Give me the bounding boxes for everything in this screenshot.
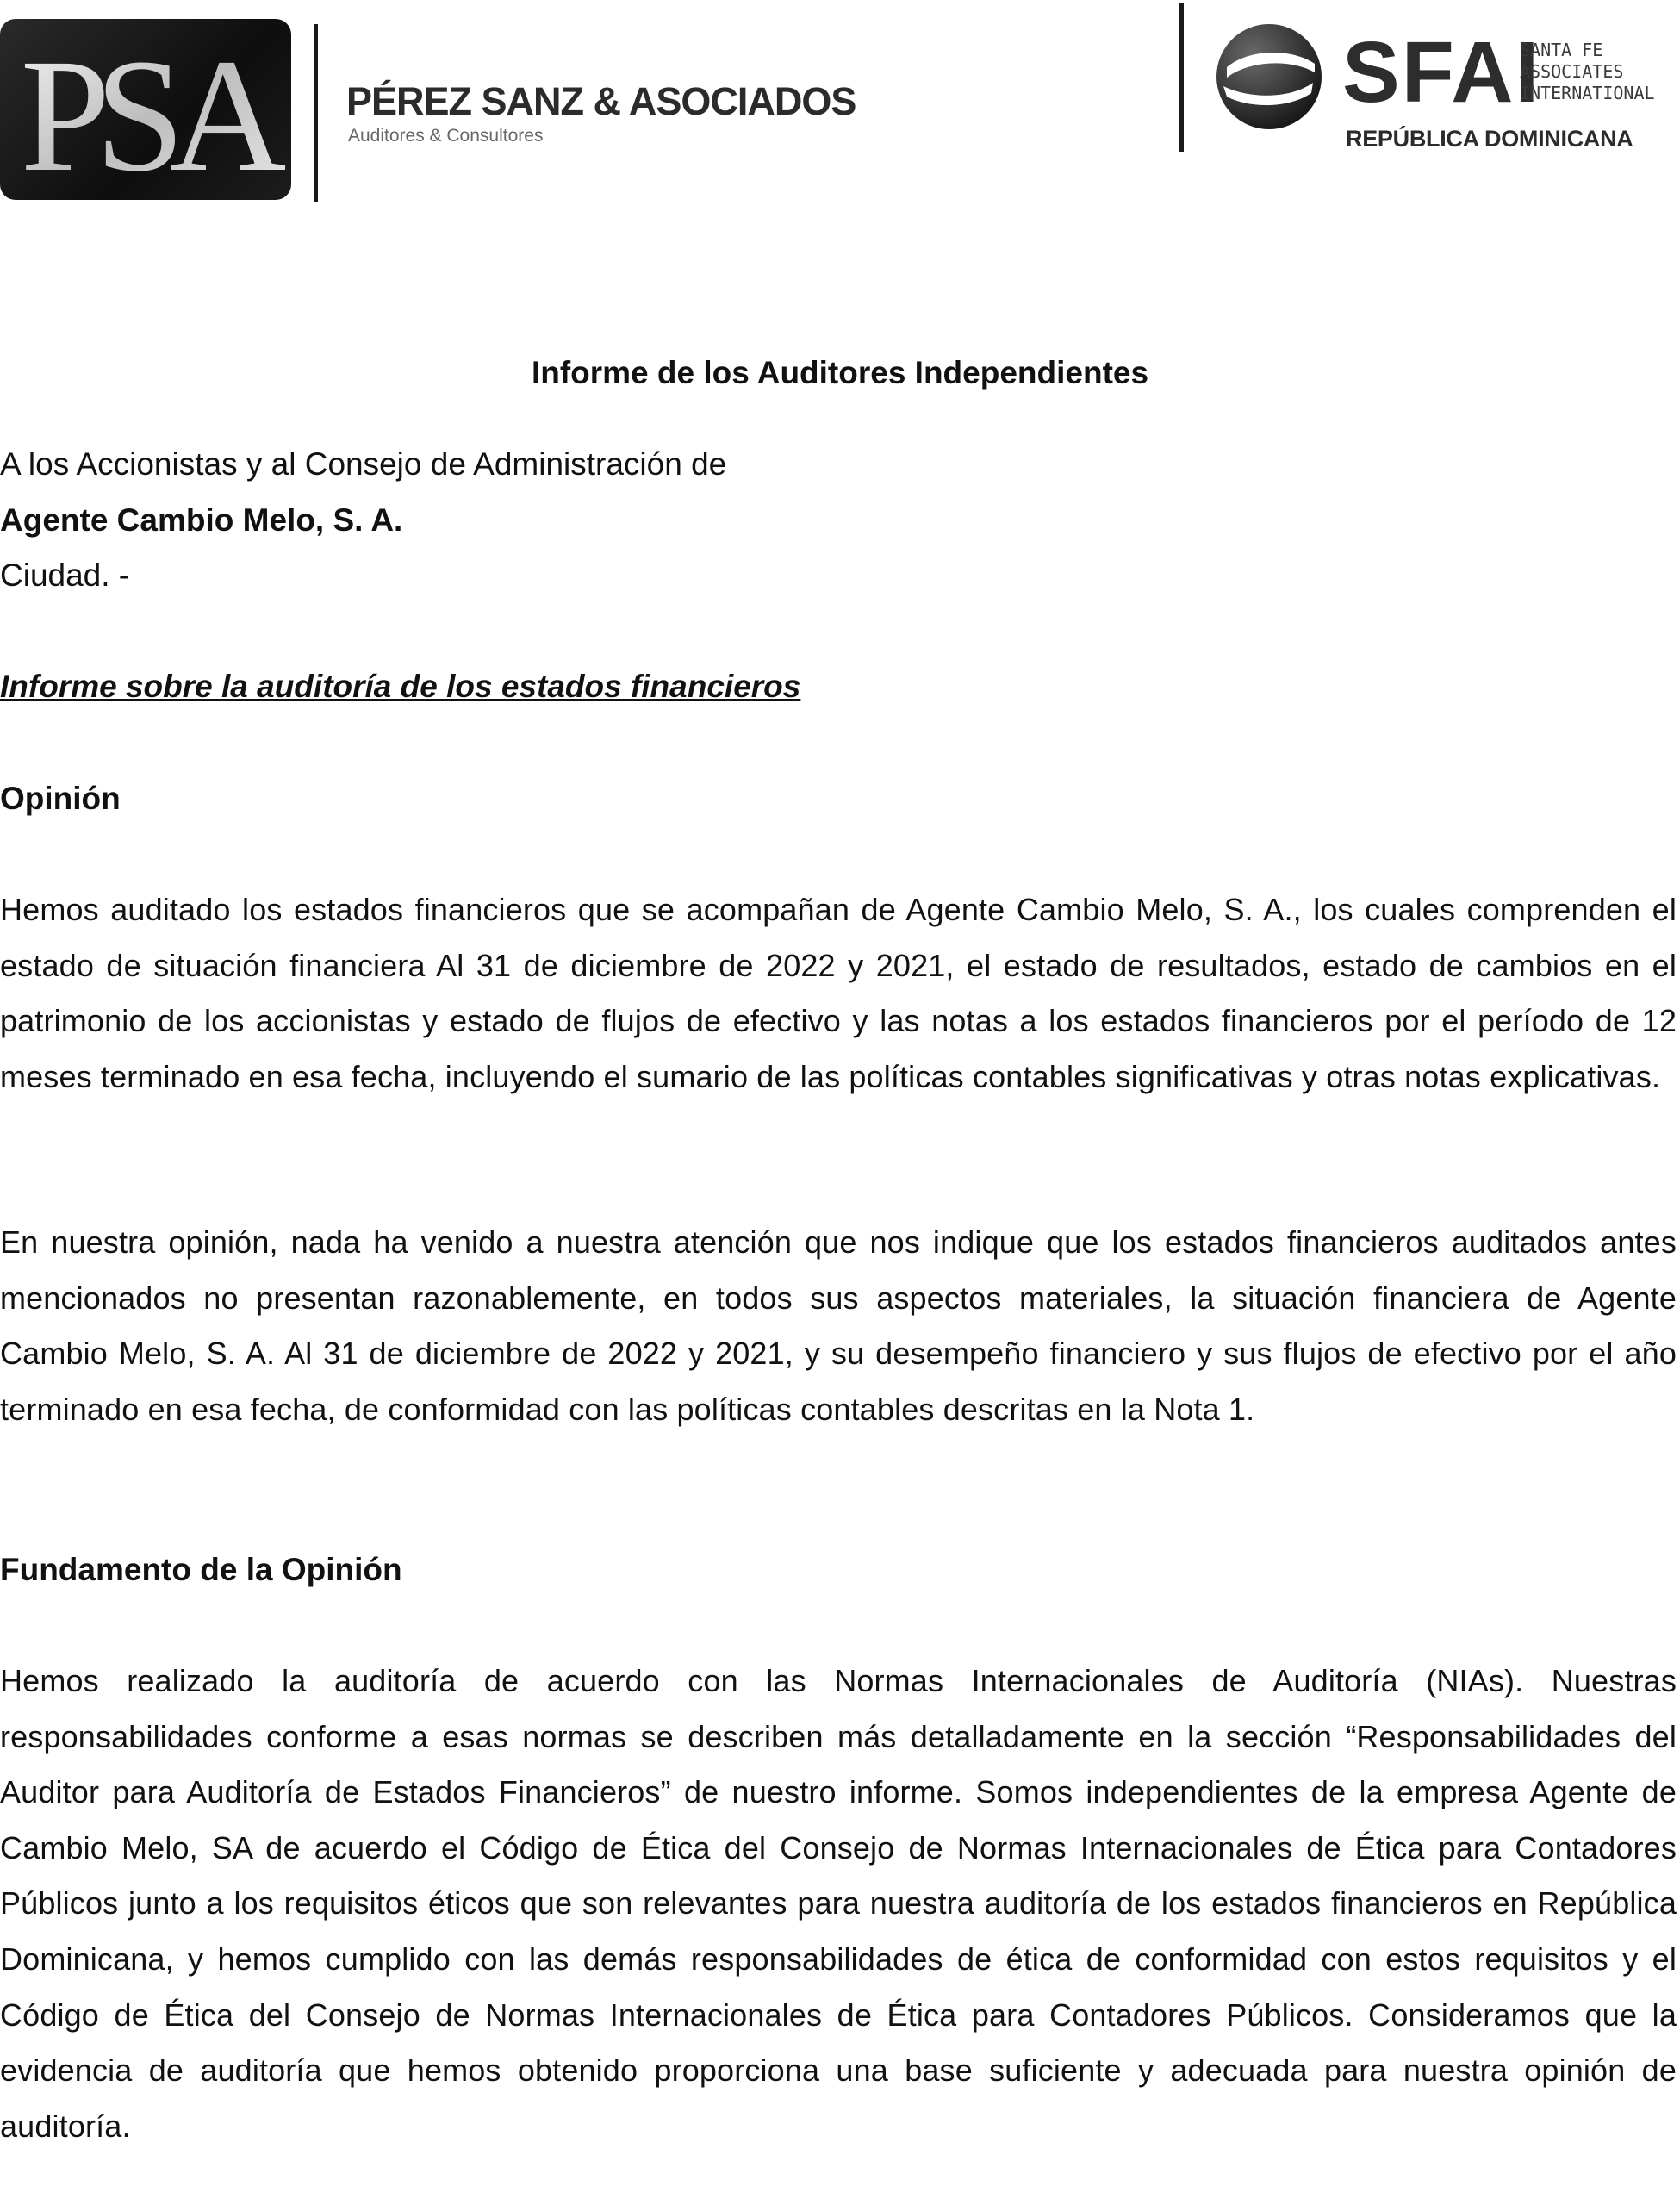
psa-divider: [314, 24, 318, 202]
psa-firm-name: PÉREZ SANZ & ASOCIADOS: [346, 79, 856, 123]
psa-firm-tagline: Auditores & Consultores: [348, 126, 544, 146]
letterhead: [0, 0, 1680, 215]
sfai-subtitle: [1520, 40, 1655, 104]
sfai-wordmark: SFAI: [1342, 24, 1541, 121]
section-title: Informe sobre la auditoría de los estados financieros: [0, 669, 801, 704]
sfai-subtitle-line-2: ASSOCIATES: [1520, 61, 1624, 82]
sfai-country: REPÚBLICA DOMINICANA: [1346, 126, 1633, 152]
sfai-divider: [1179, 3, 1184, 152]
opinion-paragraph-2: En nuestra opinión, nada ha venido a nuestra atención que nos indique que los estados financieros auditados antes mencionados no presentan razonablemente, en todos sus aspectos materiales, la situación financiera de Agente Cambio Melo, S. A. Al 31 de diciembre de 2022 y 2021, y su desempeño financiero y sus flujos de efectivo por el año terminado en esa fecha, de conformidad con las políticas contables descritas en la Nota 1.: [0, 1224, 1677, 1427]
sfai-subtitle-line-3: INTERNATIONAL: [1520, 83, 1655, 103]
psa-logo-letters: PSA: [20, 25, 271, 200]
basis-heading: Fundamento de la Opinión: [0, 1552, 402, 1587]
addressee-company: Agente Cambio Melo, S. A.: [0, 502, 403, 538]
psa-logo-icon: [0, 19, 291, 200]
report-title: Informe de los Auditores Independientes: [531, 355, 1149, 390]
sfai-subtitle-line-1: SANTA FE: [1520, 40, 1603, 60]
sfai-globe-icon: [1215, 22, 1323, 131]
opinion-heading: Opinión: [0, 781, 121, 816]
addressee-city: Ciudad. -: [0, 557, 130, 593]
basis-paragraph: Hemos realizado la auditoría de acuerdo con las Normas Internacionales de Auditoría (NIAs). Nuestras responsabilidades conforme a esas normas se describen más detalladamente en la sección “Responsabilidades del Auditor para Auditoría de Estados Financieros” de nuestro informe. Somos independientes de la empresa Agente de Cambio Melo, SA de acuerdo el Código de Ética del Consejo de Normas Internacionales de Ética para Contadores Públicos junto a los requisitos éticos que son relevantes para nuestra auditoría de los estados financieros en República Dominicana, y hemos cumplido con las demás responsabilidades de ética de conformidad con estos requisitos y el Código de Ética del Consejo de Normas Internacionales de Ética para Contadores Públicos. Consideramos que la evidencia de auditoría que hemos obtenido proporciona una base suficiente y adecuada para nuestra opinión de auditoría.: [0, 1663, 1677, 2144]
opinion-paragraph-1: Hemos auditado los estados financieros que se acompañan de Agente Cambio Melo, S. A., los cuales comprenden el estado de situación financiera Al 31 de diciembre de 2022 y 2021, el estado de resultados, estado de cambios en el patrimonio de los accionistas y estado de flujos de efectivo y las notas a los estados financieros por el período de 12 meses terminado en esa fecha, incluyendo el sumario de las políticas contables significativas y otras notas explicativas.: [0, 892, 1677, 1094]
addressee-line-1: A los Accionistas y al Consejo de Administración de: [0, 446, 727, 482]
psa-logo: [0, 19, 291, 200]
